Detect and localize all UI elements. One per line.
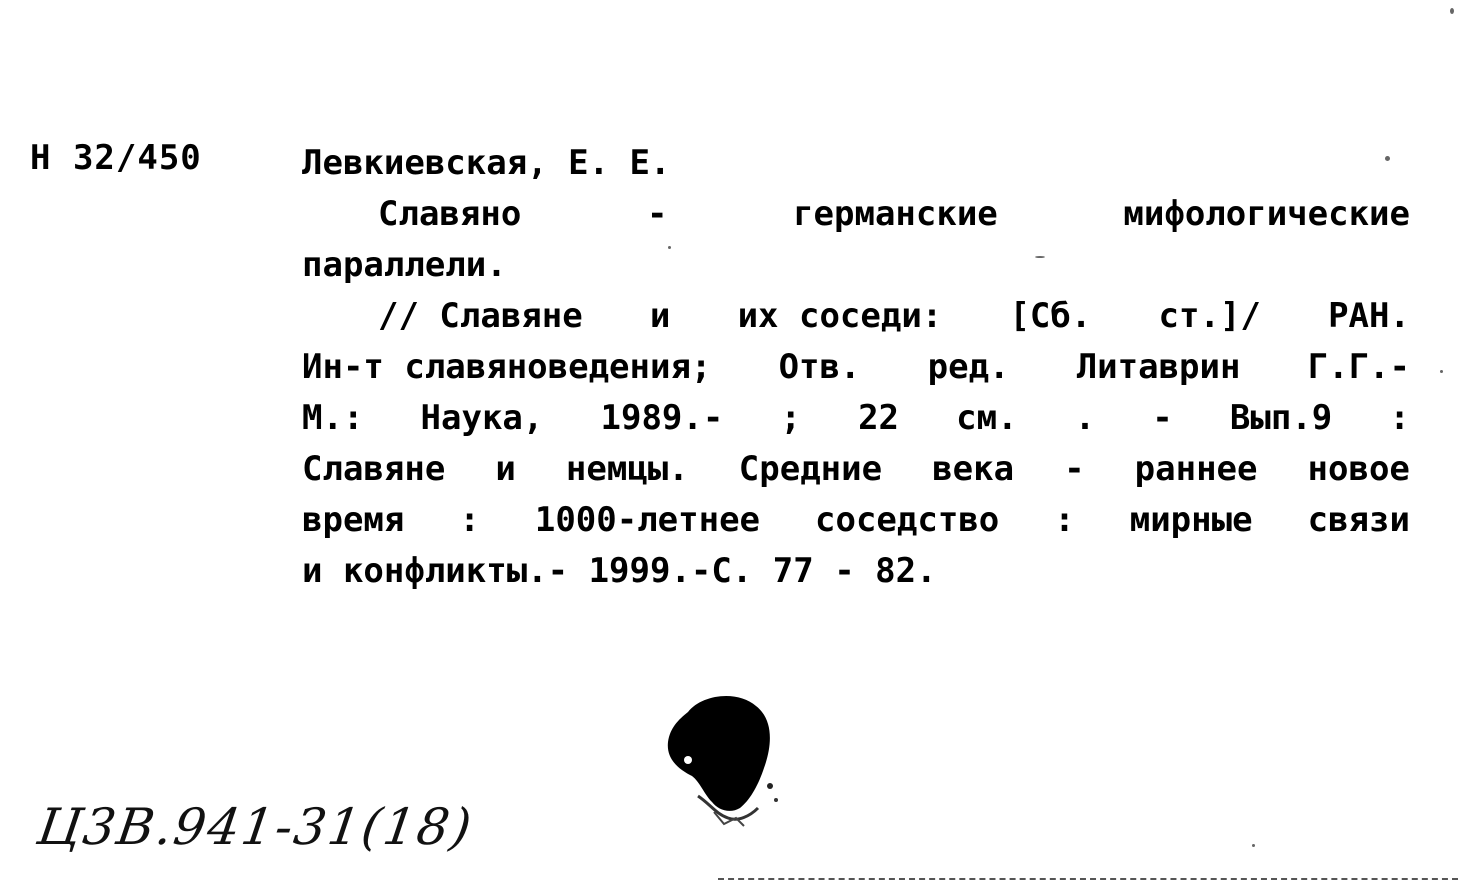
source-word: века xyxy=(932,449,1015,489)
shelfmark: Н 32/450 xyxy=(30,138,202,178)
source-line-1 xyxy=(302,291,1410,342)
source-word: Г.Г.- xyxy=(1307,347,1410,387)
scan-speck xyxy=(668,246,671,249)
source-word: соседство xyxy=(815,500,1000,540)
source-word: [Сб. xyxy=(1009,296,1092,336)
source-word: Наука, xyxy=(420,398,544,438)
source-word: М.: xyxy=(302,398,364,438)
source-word: связи xyxy=(1307,500,1410,540)
source-word: Славяне xyxy=(302,449,446,489)
source-word: Средние xyxy=(738,449,883,489)
card-bottom-edge xyxy=(718,878,1458,880)
source-line-6 xyxy=(302,546,1410,597)
source-word: Литаврин xyxy=(1076,347,1241,387)
source-word: : xyxy=(1389,398,1410,438)
source-word: 22 xyxy=(858,398,900,438)
source-word: 1000-летнее xyxy=(534,500,761,540)
source-word: раннее xyxy=(1134,449,1258,489)
bibliographic-entry xyxy=(302,138,1410,597)
source-word: : xyxy=(459,500,480,540)
source-word: - xyxy=(1152,398,1173,438)
source-word: Отв. xyxy=(778,347,861,387)
handwritten-classification: Ц3В.941-31(18) xyxy=(33,798,477,856)
source-word: 1989.- xyxy=(600,398,724,438)
title-word: Славяно xyxy=(378,194,522,234)
source-line-2 xyxy=(302,342,1410,393)
source-word: см. xyxy=(956,398,1018,438)
source-word: и xyxy=(495,449,516,489)
title-line-2 xyxy=(302,240,1410,291)
source-word: : xyxy=(1054,500,1075,540)
scan-speck xyxy=(1440,370,1443,373)
source-word: и xyxy=(649,296,671,336)
title-word: германские xyxy=(793,194,998,234)
source-word: их соседи: xyxy=(737,296,943,336)
source-word: Вып.9 xyxy=(1229,398,1333,438)
source-word: мирные xyxy=(1129,500,1253,540)
scan-speck xyxy=(1450,8,1454,14)
title-continuation: параллели. xyxy=(302,245,507,285)
title-word: - xyxy=(646,194,668,234)
ink-blot-stamp-icon xyxy=(658,690,784,830)
author-line xyxy=(302,138,1410,189)
title-word: мифологические xyxy=(1123,194,1410,234)
source-word: ред. xyxy=(927,347,1010,387)
source-word: РАН. xyxy=(1328,296,1410,336)
pages-and-year: и конфликты.- 1999.-С. 77 - 82. xyxy=(302,551,937,591)
author: Левкиевская, Е. Е. xyxy=(302,143,671,183)
source-line-5 xyxy=(302,495,1410,546)
source-word: новое xyxy=(1307,449,1410,489)
source-word: Ин-т славяноведения; xyxy=(302,347,712,387)
source-line-3 xyxy=(302,393,1410,444)
source-word: ст.]/ xyxy=(1158,296,1261,336)
source-word: // Славяне xyxy=(378,296,583,336)
source-word: время xyxy=(302,500,405,540)
source-word: ; xyxy=(780,398,801,438)
source-word: - xyxy=(1064,449,1085,489)
source-line-4 xyxy=(302,444,1410,495)
source-word: немцы. xyxy=(565,449,689,489)
scan-speck xyxy=(1252,844,1255,847)
scan-speck xyxy=(1035,256,1045,258)
scan-speck xyxy=(1385,156,1390,161)
source-word: . xyxy=(1074,398,1096,438)
title-line-1 xyxy=(302,189,1410,240)
